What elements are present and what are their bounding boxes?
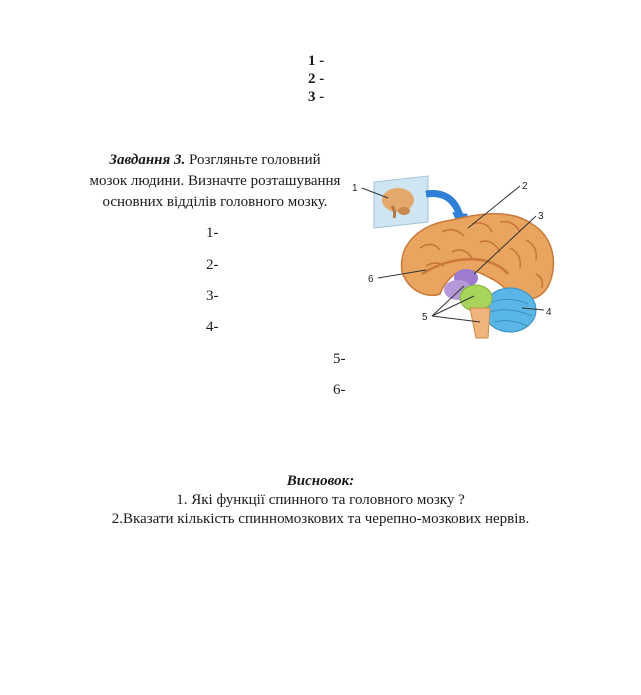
answer-item-1: 1-	[206, 225, 219, 241]
conclusion-question-1: 1. Які функції спинного та головного мозку ?	[176, 492, 465, 508]
task-line-3: основних відділів головного мозку.	[102, 194, 328, 210]
conclusion-question-2: 2.Вказати кількість спинномозкових та черепно-мозкових нервів.	[111, 511, 530, 527]
task-title: Завдання 3.	[109, 152, 186, 168]
top-list-item-2: 2 -	[308, 71, 325, 87]
task-line-2: мозок людини. Визначте розташування	[89, 173, 341, 189]
task-text-1: Розгляньте головний	[188, 152, 321, 168]
figure-label-3: 3	[538, 211, 544, 222]
figure-label-5: 5	[422, 312, 428, 323]
answer-item-2: 2-	[206, 257, 219, 273]
top-list	[308, 52, 324, 106]
figure-label-1: 1	[352, 183, 358, 194]
answer-item-3: 3-	[206, 288, 219, 304]
top-list-item-1: 1 -	[308, 53, 325, 69]
figure-label-2: 2	[522, 181, 528, 192]
conclusion	[0, 472, 641, 529]
figure-label-4: 4	[546, 307, 552, 318]
pons	[460, 285, 492, 311]
task-paragraph	[70, 150, 360, 213]
answer-item-5: 5-	[333, 351, 346, 367]
task-line-1	[70, 150, 360, 171]
answer-item-4: 4-	[206, 319, 219, 335]
brain-inset	[374, 176, 428, 228]
brain-figure	[340, 170, 570, 345]
medulla	[470, 308, 490, 338]
answer-item-6: 6-	[333, 382, 346, 398]
conclusion-title: Висновок:	[286, 473, 355, 489]
top-list-item-3: 3 -	[308, 89, 325, 105]
figure-label-6: 6	[368, 274, 374, 285]
